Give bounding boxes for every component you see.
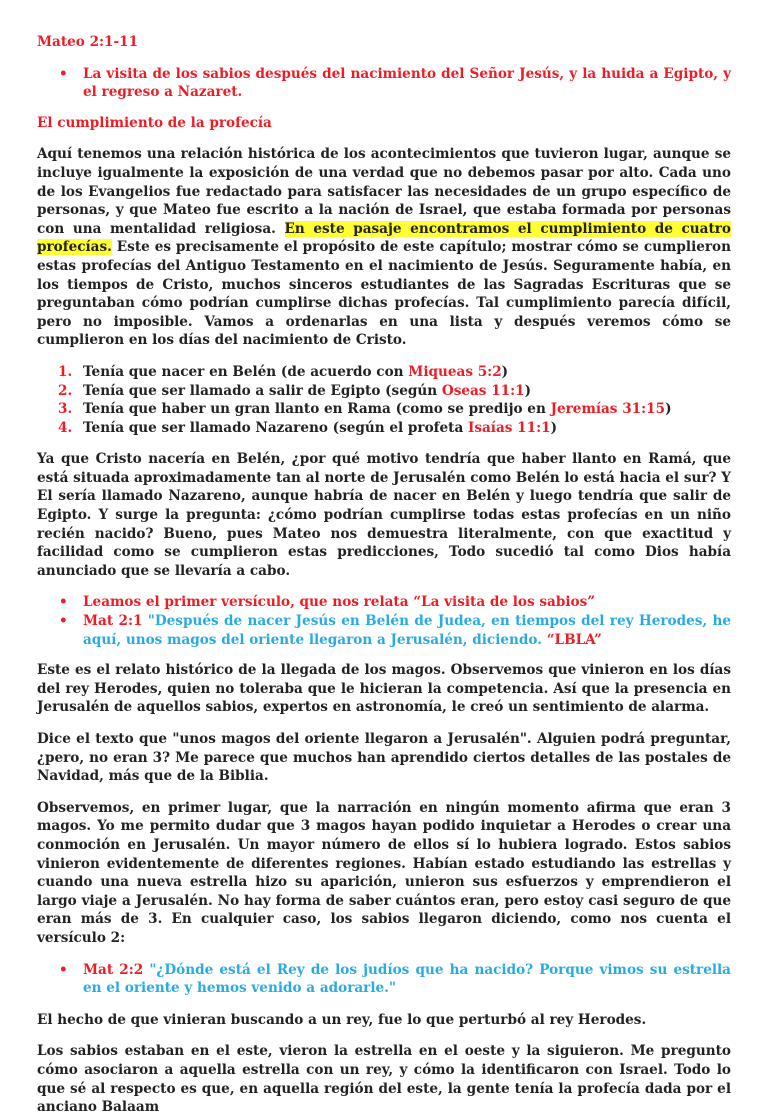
list-item-text: ) [550,419,557,436]
bullet-icon: • [59,594,68,611]
paragraph-question: Ya que Cristo nacería en Belén, ¿por qué motivo tendría que haber llanto en Ramá, que está situada aproximadamente tan al norte de Jerusalén como Belén lo está hacia el sur? Y El sería llamado Nazareno, aunque habría de nacer en Belén y luego tendría que salir de Egipto. Y surge la pregunta: ¿cómo podrían cumplirse todas estas profecías en un niño recién nacido? Bueno, pues Mateo nos demuestra literalmente, con que exactitud y facilidad como se cumplieron estas predicciones, Todo sucedió tal como Dios había anunciado que se llevaría a cabo. [37,451,731,579]
list-item [37,65,731,102]
list-item-text: Tenía que haber un gran llanto en Rama (como se predijo en [83,401,551,418]
scripture-ref: Miqueas 5:2 [408,363,502,380]
verse-reference: Mat 2:1 [83,613,143,630]
scripture-ref: Isaías 11:1 [467,419,551,436]
paragraph-intro [37,145,731,350]
list-item [37,593,731,612]
list-item-text: ) [501,363,509,380]
paragraph-text: Aquí tenemos una relación histórica de los acontecimientos que tuvieron lugar, aunque se incluye igualmente la exposición de una verdad que no debemos pasar por alto. Cada uno de los Evangelios fue redactado para satisfacer las necesidades de un grupo específico de personas, y que Mateo fue escrito a la nación de Israel, que estaba formada por personas con una mentalidad religiosa. [37,146,731,237]
paragraph-herodes: Este es el relato histórico de la llegada de los magos. Observemos que vinieron en los días del rey Herodes, quien no toleraba que le hicieran la competencia. Así que la presencia en Jerusalén de aquellos sabios, expertos en astronomía, le creó un sentimiento de alarma. [37,662,731,716]
scripture-reference-title: Mateo 2:1-11 [37,34,139,50]
bullet-icon: • [59,961,68,978]
section-heading: El cumplimiento de la profecía [37,114,272,131]
verse2-bullet-list [37,961,731,998]
list-number: 4. [58,419,73,436]
scripture-ref: Jeremías 31:15 [550,401,666,418]
verse-quote: "Después de nacer Jesús en Belén de Judea, en tiempos del rey Herodes, he aquí, unos magos del oriente llegaron a Jerusalén, diciendo. [83,613,731,648]
paragraph-rey: El hecho de que vinieran buscando a un rey, fue lo que perturbó al rey Herodes. [37,1011,647,1028]
paragraph-text: Este es precisamente el propósito de este capítulo; mostrar cómo se cumplieron estas profecías del Antiguo Testamento en el nacimiento de Jesús. Seguramente había, en los tiempos de Cristo, muchos sinceros estudiantes de las Sagradas Escrituras que se preguntaban cómo podrían cumplirse dichas profecías. Tal cumplimiento parecía difícil, pero no imposible. Vamos a ordenarlas en una lista y después veremos cómo se cumplieron en los días del nacimiento de Cristo. [37,239,731,349]
read-verse-instruction: Leamos el primer versículo, que nos relata “La visita de los sabios” [83,594,596,611]
list-item-text: Tenía que ser llamado a salir de Egipto (según [83,382,442,399]
paragraph-magos: Dice el texto que "unos magos del oriente llegaron a Jerusalén". Alguien podrá preguntar, ¿pero, no eran 3? Me parece que muchos han aprendido ciertos detalles de las postales de Navidad, más que de la Biblia. [37,731,731,785]
list-item [37,382,731,401]
paragraph-numero-magos: Observemos, en primer lugar, que la narración en ningún momento afirma que eran 3 magos. Yo me permito dudar que 3 magos hayan podido inquietar a Herodes o crear una conmoción en Jerusalén. Un mayor número de ellos sí lo hubiera logrado. Estos sabios vinieron evidentemente de diferentes regiones. Habían estado estudiando las estrellas y cuando una nueva estrella hizo su aparición, unieron sus esfuerzos y emprendieron el largo viaje a Jerusalén. No hay forma de saber cuántos eran, pero estoy casi seguro de que eran más de 3. En cualquier caso, los sabios llegaron diciendo, como nos cuenta el versículo 2: [37,799,731,946]
verse-bullet-list [37,593,731,649]
paragraph-estrella: Los sabios estaban en el este, vieron la estrella en el oeste y la siguieron. Me pregunto cómo asociaron a aquella estrella con un rey, y cómo la identificaron con Israel. Todo lo que sé al respecto es que, en aquella región del este, la gente tenía la profecía dada por el anciano Balaam [37,1043,731,1116]
prophecy-list [37,363,731,437]
list-item-text: ) [665,401,672,418]
intro-bullet-text: La visita de los sabios después del nacimiento del Señor Jesús, y la huida a Egipto, y el regreso a Nazaret. [83,65,731,101]
verse-reference: Mat 2:2 [83,961,144,978]
list-number: 3. [58,401,73,418]
list-item [37,961,731,998]
scripture-ref: Oseas 11:1 [441,382,525,399]
list-item [37,400,731,419]
list-item [37,419,731,438]
intro-bullet-list [37,65,731,102]
list-item [37,363,731,382]
verse-quote: "¿Dónde está el Rey de los judíos que ha nacido? Porque vimos su estrella en el oriente y hemos venido a adorarle." [83,961,731,997]
list-item-text: ) [524,382,532,399]
list-item [37,612,731,649]
bullet-icon: • [59,613,68,630]
list-item-text: Tenía que nacer en Belén (de acuerdo con [83,363,409,380]
bible-version: “LBLA” [546,631,602,648]
list-item-text: Tenía que ser llamado Nazareno (según el profeta [83,419,468,436]
list-number: 1. [58,363,73,380]
highlighted-sentence: En este pasaje encontramos el cumplimiento de cuatro profecías. [37,220,731,256]
bullet-icon: • [59,65,68,82]
list-number: 2. [58,382,73,399]
